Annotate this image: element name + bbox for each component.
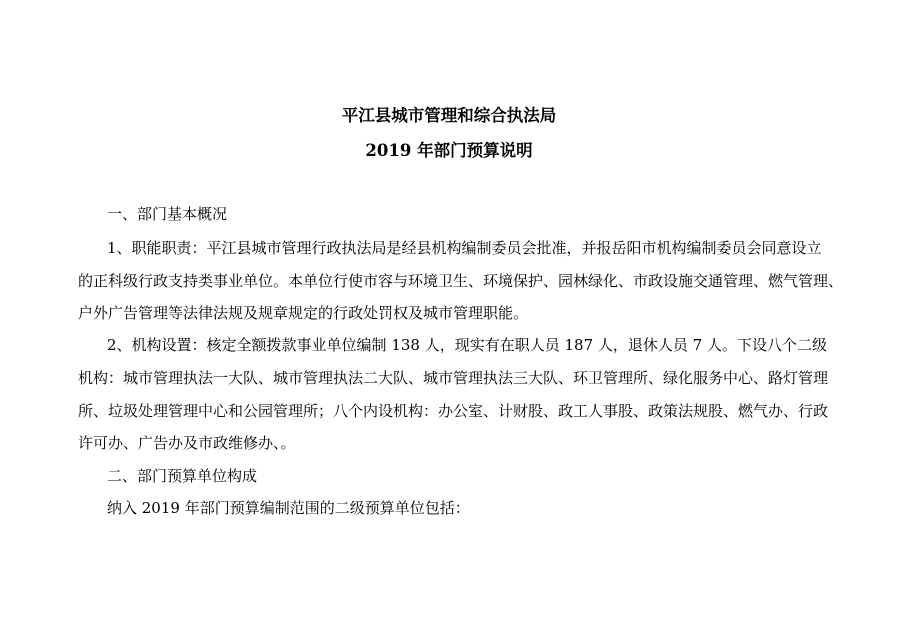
paragraph-line: 机构：城市管理执法一大队、城市管理执法二大队、城市管理执法三大队、环卫管理所、绿化服务中心、路灯管理	[78, 369, 829, 387]
paragraph-line: 许可办、广告办及市政维修办、。	[78, 434, 296, 452]
paragraph-line: 所、垃圾处理管理中心和公园管理所；八个内设机构：办公室、计财股、政工人事股、政策法规股、燃气办、行政	[78, 402, 829, 420]
section-heading-budget-units: 二、部门预算单位构成	[107, 467, 258, 485]
paragraph-line: 户外广告管理等法律法规及规章规定的行政处罚权及城市管理职能。	[78, 304, 529, 322]
paragraph-line: 1、职能职责：平江县城市管理行政执法局是经县机构编制委员会批准，并报岳阳市机构编制委员会同意设立	[107, 239, 822, 257]
paragraph-line: 的正科级行政支持类事业单位。本单位行使市容与环境卫生、环境保护、园林绿化、市政设施交通管理、燃气管理、	[78, 272, 844, 290]
paragraph-line: 纳入 2019 年部门预算编制范围的二级预算单位包括：	[107, 499, 470, 517]
paragraph-line: 2、机构设置：核定全额拨款事业单位编制 138 人，现实有在职人员 187 人，退休人员 7 人。下设八个二级	[107, 336, 827, 354]
document-title: 平江县城市管理和综合执法局	[341, 106, 557, 125]
document-subtitle: 2019 年部门预算说明	[365, 141, 533, 160]
section-heading-basic-overview: 一、部门基本概况	[107, 205, 228, 223]
